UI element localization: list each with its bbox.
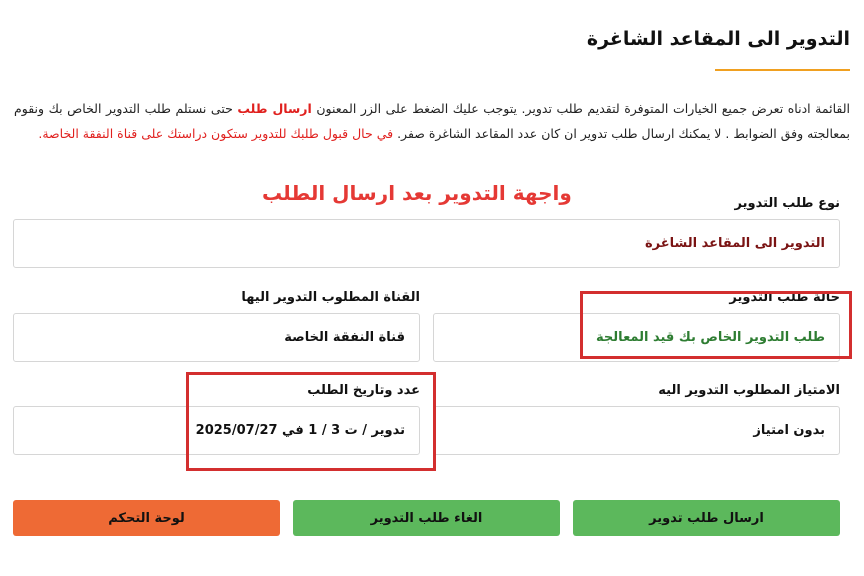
title-underline	[715, 69, 850, 71]
request-number-highlight-frame	[186, 372, 436, 471]
dashboard-button[interactable]: لوحة التحكم	[13, 500, 280, 536]
privilege-field: بدون امتياز	[433, 406, 840, 455]
privilege-label: الامتياز المطلوب التدوير اليه	[658, 383, 840, 398]
intro-paragraph	[14, 96, 850, 146]
target-channel-field: قناة النفقة الخاصة	[13, 313, 420, 362]
request-status-label: حالة طلب التدوير	[729, 290, 840, 305]
intro-text-part2: حتى نستلم طلب التدوير الخاص بك ونقوم بمعالجته وفق الضوابط . لا يمكنك ارسال طلب تدوير ان كان عدد المقاعد الشاغرة صفر.	[14, 101, 850, 141]
page-title: التدوير الى المقاعد الشاغرة	[586, 28, 850, 50]
rotation-type-field: التدوير الى المقاعد الشاغرة	[13, 219, 840, 268]
send-rotation-request-button[interactable]: ارسال طلب تدوير	[573, 500, 840, 536]
annotation-heading: واجهة التدوير بعد ارسال الطلب	[262, 181, 572, 205]
intro-text-part1: القائمة ادناه تعرض جميع الخيارات المتوفرة لتقديم طلب تدوير. يتوجب عليك الضغط على الزر المعنون	[311, 101, 850, 116]
intro-red-note: في حال قبول طلبك للتدوير ستكون دراستك على قناة النفقة الخاصة.	[38, 126, 394, 141]
status-highlight-frame	[580, 291, 852, 359]
intro-send-highlight: ارسال طلب	[237, 101, 312, 116]
request-number-field: تدوير / ت 3 / 1 في 2025/07/27	[13, 406, 420, 455]
rotation-type-label: نوع طلب التدوير	[734, 196, 840, 211]
request-number-label: عدد وتاريخ الطلب	[307, 383, 420, 398]
request-status-field: طلب التدوير الخاص بك قيد المعالجة	[433, 313, 840, 362]
cancel-rotation-request-button[interactable]: الغاء طلب التدوير	[293, 500, 560, 536]
target-channel-label: القناة المطلوب التدوير اليها	[241, 290, 420, 305]
